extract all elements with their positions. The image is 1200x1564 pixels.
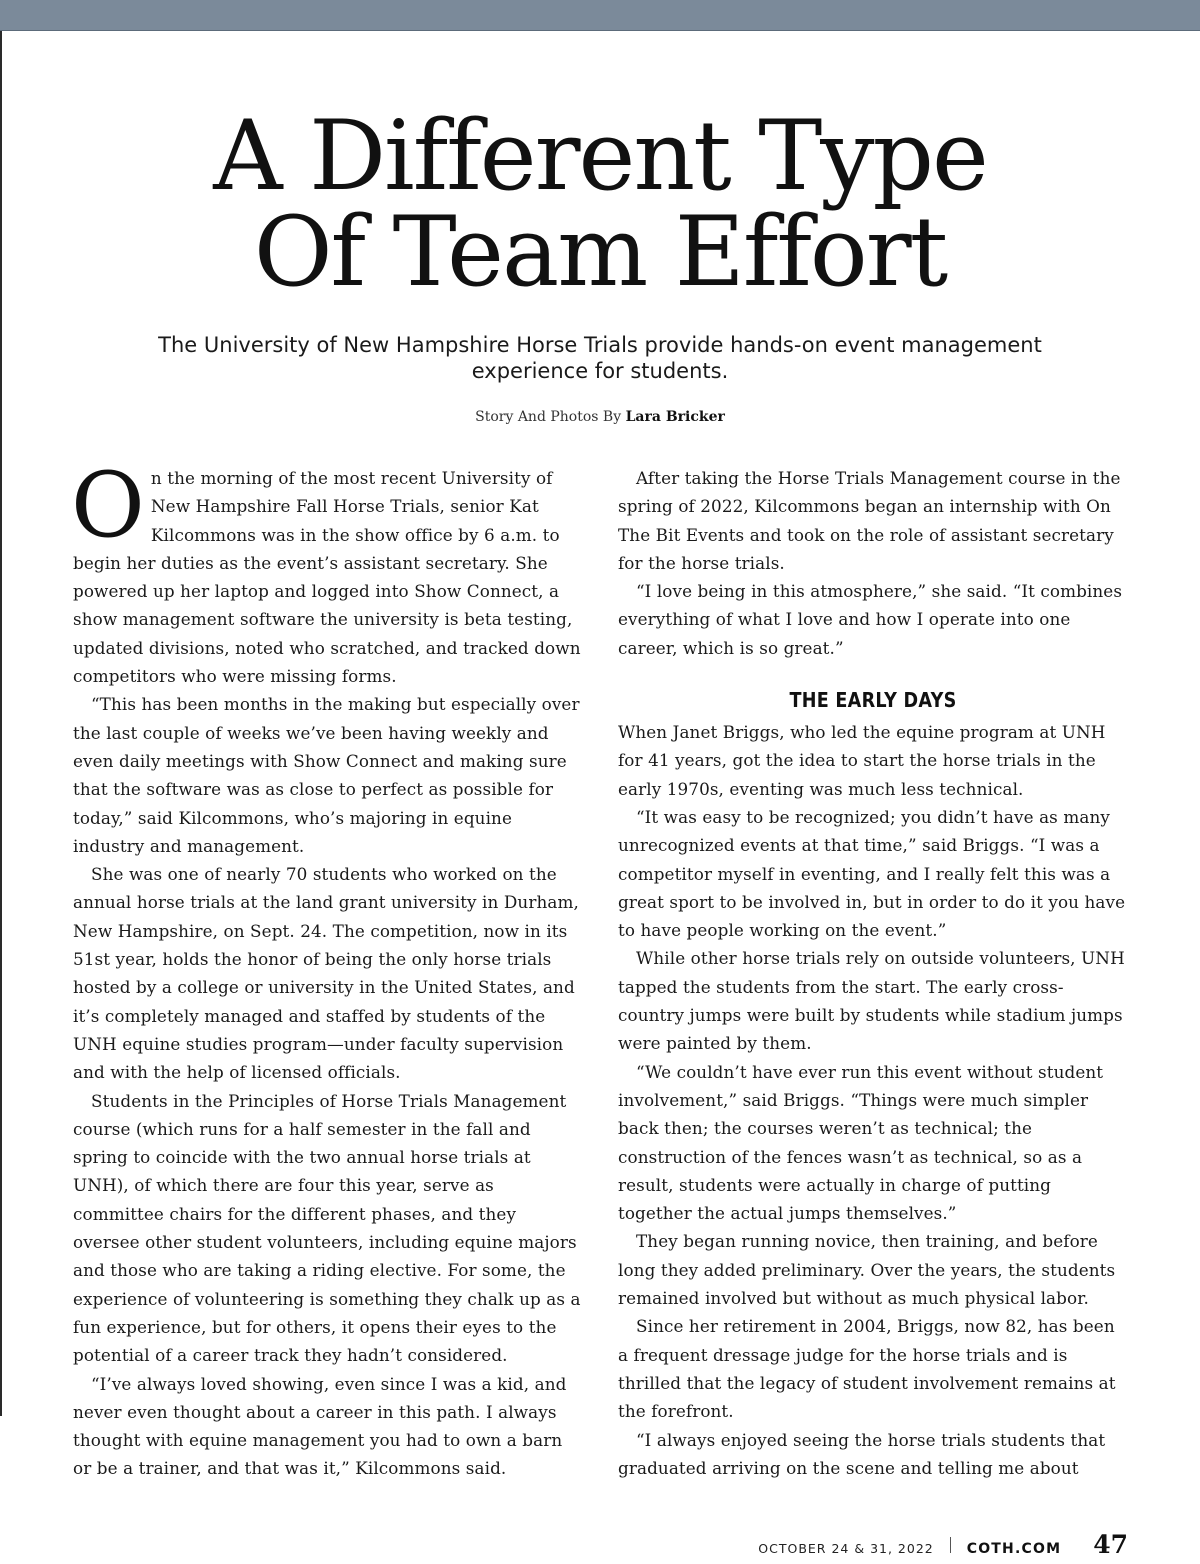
paragraph: “I love being in this atmosphere,” she said. “It combines everything of what I love and how I operate into one career, which is so great.” <box>618 581 1123 658</box>
page-footer <box>758 1530 1128 1559</box>
paragraph: Students in the Principles of Horse Trials Management course (which runs for a half semester in the fall and spring to coincide with the two annual horse trials at UNH), of which there are four this year, serve as committee chairs for the different phases, and they oversee other student volunteers, including equine majors and those who are taking a riding elective. For some, the experience of volunteering is something they chalk up as a fun experience, but for others, it opens their eyes to the potential of a career track they hadn’t considered. <box>73 1090 581 1366</box>
paragraph: Since her retirement in 2004, Briggs, now 82, has been a frequent dressage judge for the horse trials and is thrilled that the legacy of student involvement remains at the forefront. <box>618 1316 1116 1422</box>
paragraph: When Janet Briggs, who led the equine program at UNH for 41 years, got the idea to start the horse trials in the early 1970s, eventing was much less technical. <box>618 722 1106 799</box>
paragraph: “This has been months in the making but especially over the last couple of weeks we’ve been having weekly and even daily meetings with Show Connect and making sure that the software was as close to perfect as possible for today,” said Kilcommons, who’s majoring in equine industry and management. <box>73 694 580 856</box>
first-paragraph <box>71 453 583 690</box>
byline <box>0 409 1200 425</box>
paragraph: She was one of nearly 70 students who worked on the annual horse trials at the land grant university in Durham, New Hampshire, on Sept. 24. The competition, now in its 51st year, holds the honor of being the only horse trials hosted by a college or university in the United States, and it’s completely managed and staffed by students of the UNH equine studies program—under faculty supervision and with the help of licensed officials. <box>73 864 579 1083</box>
drop-cap: O <box>71 453 145 558</box>
section-subhead: THE EARLY DAYS <box>789 688 957 713</box>
article-column-left <box>71 453 583 1483</box>
byline-author: Lara Bricker <box>625 409 725 425</box>
paragraph: “I always enjoyed seeing the horse trials students that graduated arriving on the scene and telling me about <box>618 1429 1106 1478</box>
headline-line-1: A Different Type <box>213 100 987 212</box>
paragraph: “It was easy to be recognized; you didn’t have as many unrecognized events at that time,” said Briggs. “I was a competitor myself in eventing, and I really felt this was a great sport to be involved in, but in order to do it you have to have people working on the event.” <box>618 806 1126 941</box>
article-column-right <box>618 464 1128 1482</box>
deck-subtitle: The University of New Hampshire Horse Trials provide hands-on event management experience for students. <box>158 333 1042 383</box>
paragraph: While other horse trials rely on outside volunteers, UNH tapped the students from the start. The early cross-country jumps were built by students while stadium jumps were painted by them. <box>618 948 1125 1054</box>
paragraph: They began running novice, then training, and before long they added preliminary. Over the years, the students remained involved but without as much physical labor. <box>618 1231 1116 1309</box>
paragraph: “We couldn’t have ever run this event without student involvement,” said Briggs. “Things were much simpler back then; the courses weren’t as technical; the construction of the fences wasn’t as technical, so as a result, students were actually in charge of putting together the actual jumps themselves.” <box>618 1061 1104 1224</box>
top-color-bar <box>0 0 1200 31</box>
headline <box>0 100 1200 308</box>
byline-prefix: Story And Photos By <box>475 409 626 425</box>
footer-date: OCTOBER 24 & 31, 2022 <box>758 1541 934 1556</box>
footer-divider <box>950 1537 951 1553</box>
paragraph: “I’ve always loved showing, even since I was a kid, and never even thought about a career in this path. I always thought with equine management you had to own a barn or be a trainer, and that was it,” Kilcommons said. <box>73 1373 567 1479</box>
page-number: 47 <box>1093 1530 1128 1559</box>
paragraph: After taking the Horse Trials Management course in the spring of 2022, Kilcommons began an internship with On The Bit Events and took on the role of assistant secretary for the horse trials. <box>618 468 1121 573</box>
headline-line-2: Of Team Effort <box>253 196 947 308</box>
footer-site: COTH.COM <box>966 1541 1062 1557</box>
first-paragraph-text: n the morning of the most recent University of New Hampshire Fall Horse Trials, senior Kat Kilcommons was in the show office by 6 a.m. to begin her duties as the event’s assistant secretary. She powered up her laptop and logged into Show Connect, a show management software the university is beta testing, updated divisions, noted who scratched, and tracked down competitors who were missing forms. <box>73 468 581 687</box>
